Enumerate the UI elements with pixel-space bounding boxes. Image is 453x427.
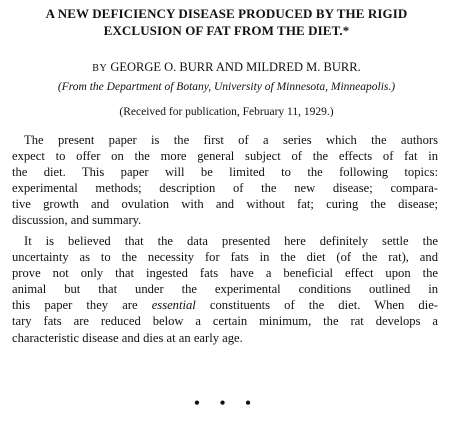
paragraph-2 [12,233,438,346]
author-byline [0,59,453,77]
paragraph-2-line: animal but that under the experimental conditions outlined in [12,282,438,297]
article-title [0,5,453,39]
paragraph-1-line: experimental methods; description of the new disease; compara- [12,181,438,196]
paragraph-2-line-with-emphasis [12,297,438,313]
paragraph-1-line: discussion, and summary. [12,213,142,228]
author-affiliation: (From the Department of Botany, University of Minnesota, Minneapolis.) [57,81,396,93]
line5-before: this paper they are [12,298,152,313]
paragraph-2-line: prove not only that ingested fats have a beneficial effect upon the [12,266,438,281]
section-break-ellipsis: • • • [194,395,259,412]
paragraph-2-line: tary fats are reduced below a certain minimum, the rat develops a [12,314,438,329]
title-line-2: EXCLUSION OF FAT FROM THE DIET.* [103,23,350,38]
paragraph-1-line: The present paper is the first of a series which the authors [24,133,438,147]
paragraph-2-line: It is believed that the data presented here definitely settle the [24,234,438,248]
paragraph-2-line: characteristic disease and dies at an early age. [12,330,243,345]
byline-authors: GEORGE O. BURR AND MILDRED M. BURR. [110,60,361,74]
paragraph-1 [12,132,438,229]
paragraph-1-line: tive growth and ovulation with and without fat; curing the disease; [12,197,438,212]
title-line-1: A NEW DEFICIENCY DISEASE PRODUCED BY THE RIGID [45,6,408,21]
byline-prefix: BY [92,63,108,74]
paragraph-1-line: the diet. This paper will be limited to the following topics: [12,165,438,180]
paragraph-2-line: uncertainty as to the necessity for fats in the diet (of the rat), and [12,250,438,265]
line5-after: constituents of the diet. When die- [195,298,438,313]
paragraph-1-line: expect to offer on the more general subject of the effects of fat in [12,149,438,164]
received-date: (Received for publication, February 11, 1929.) [119,106,334,118]
emphasis-essential: essential [151,298,196,313]
